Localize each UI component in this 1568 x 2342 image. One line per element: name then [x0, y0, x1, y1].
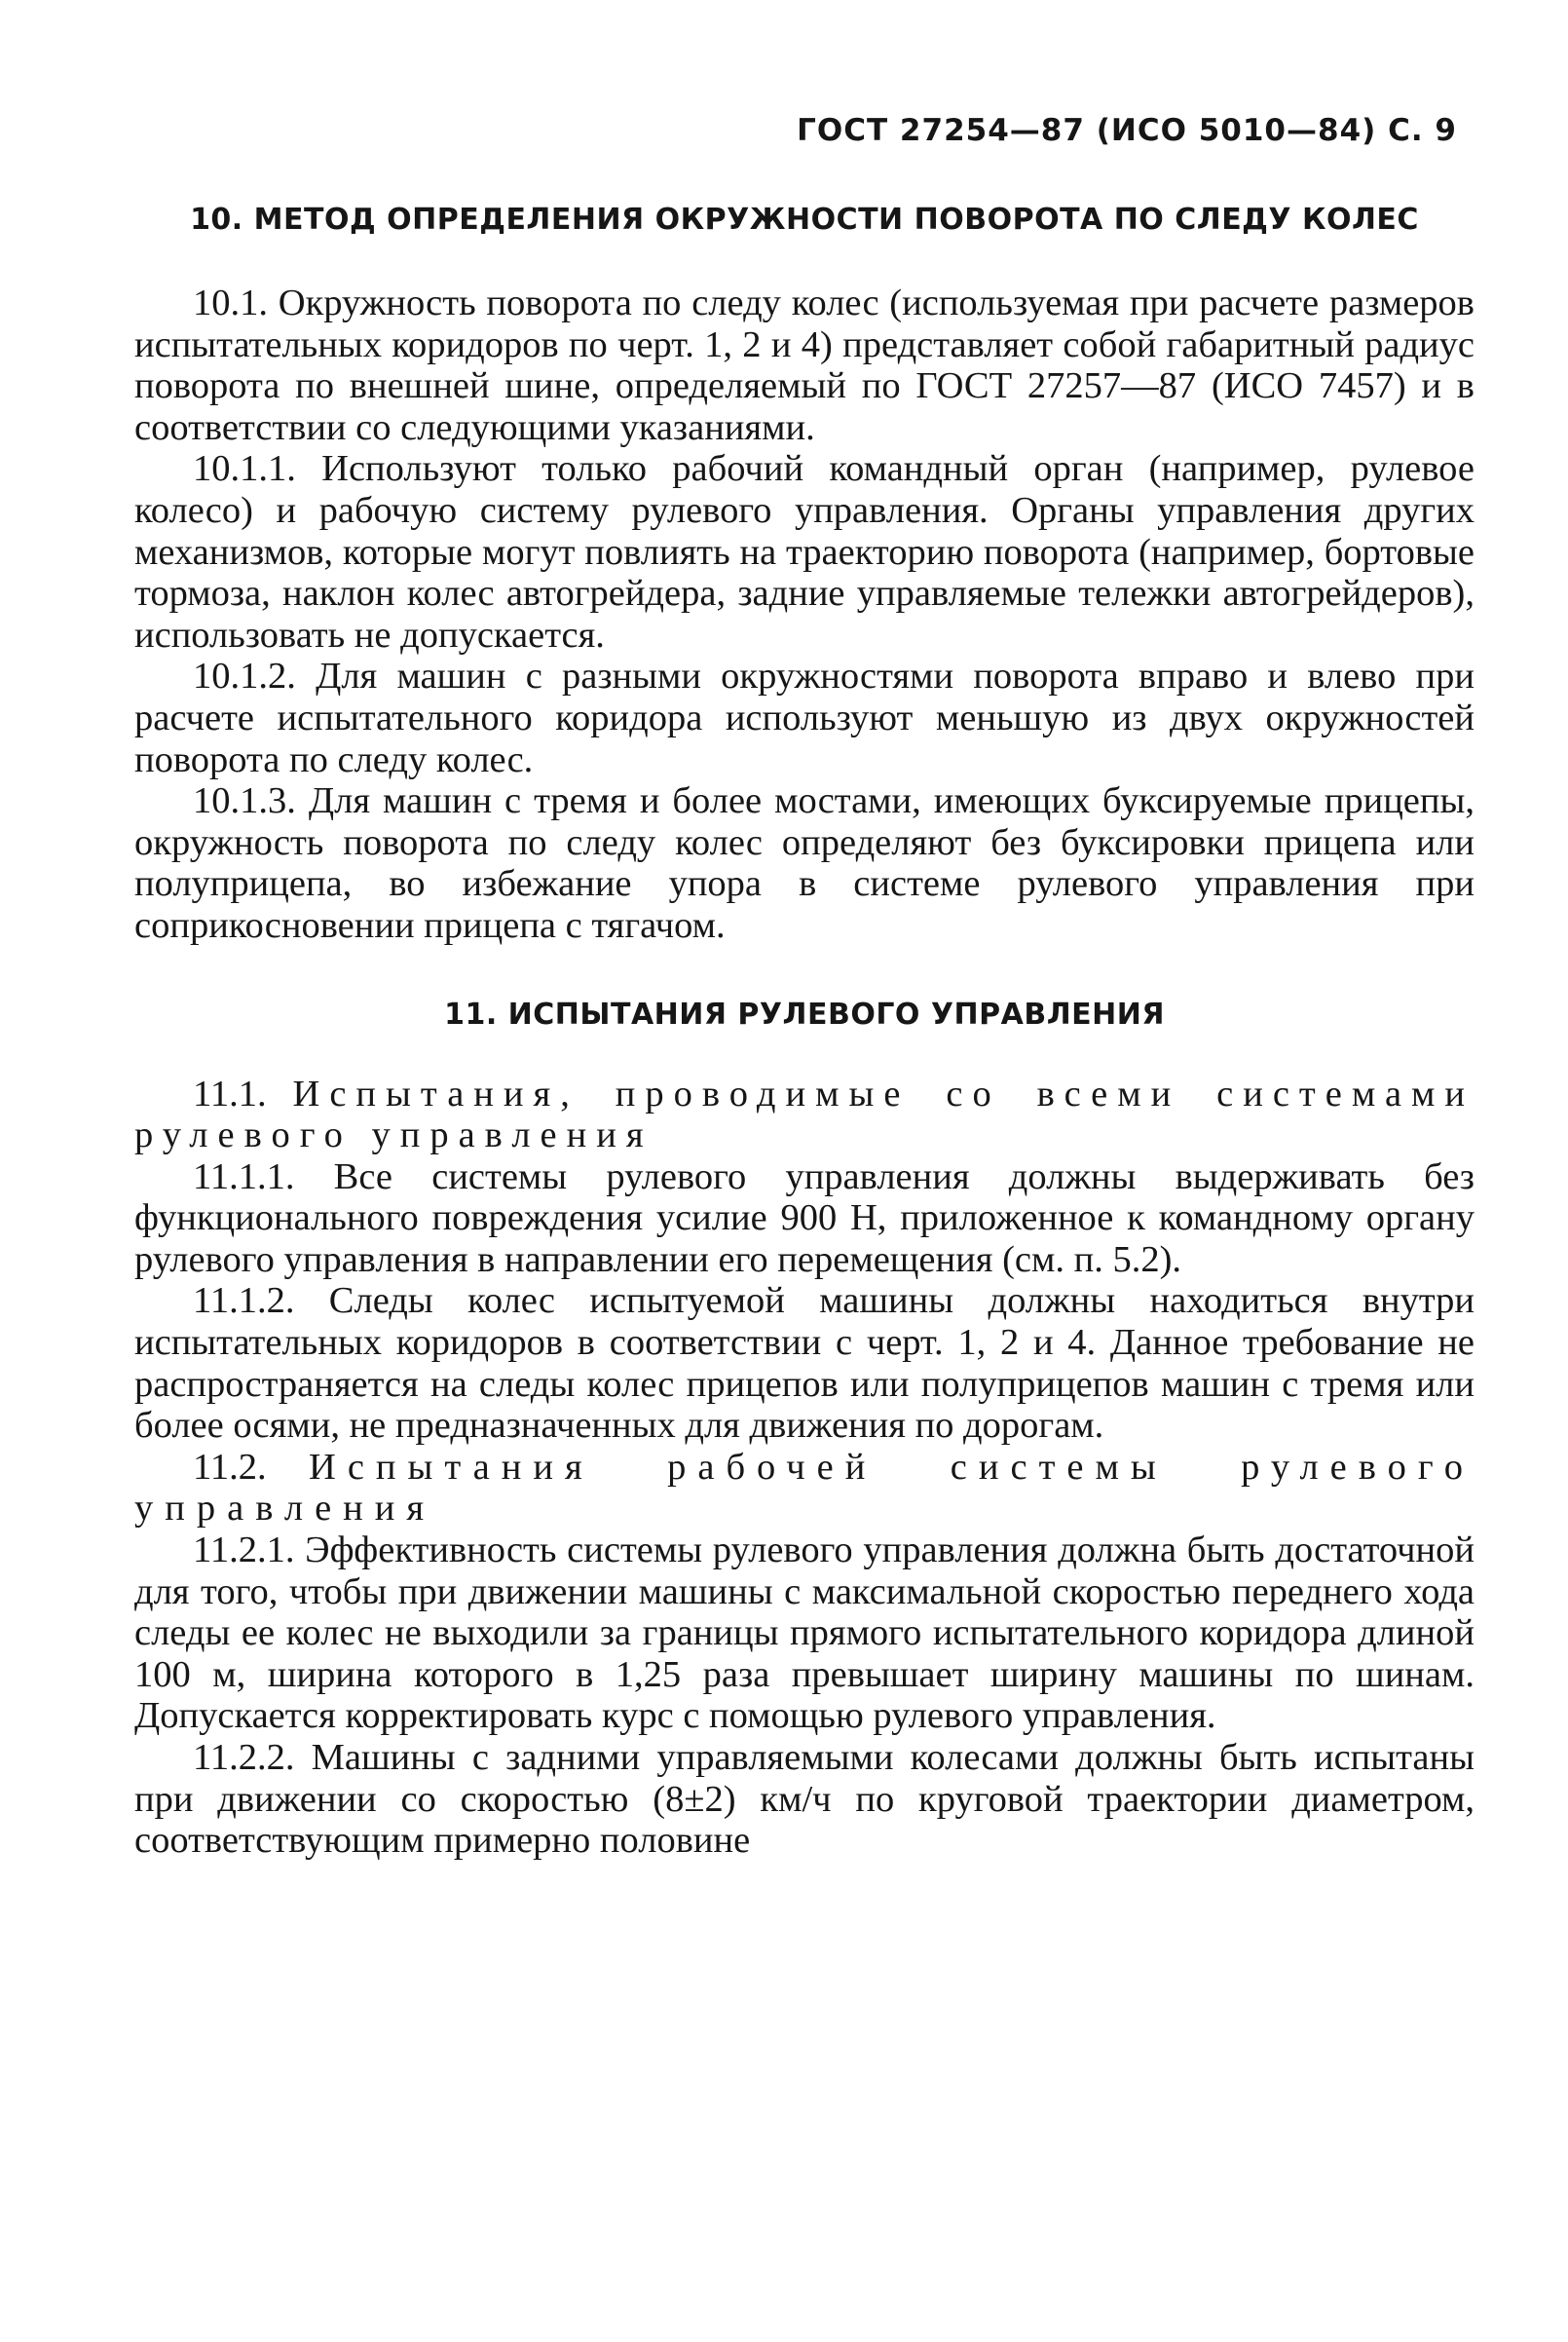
running-head: ГОСТ 27254—87 (ИСО 5010—84) С. 9 [797, 113, 1457, 148]
paragraph-10-1-2: 10.1.2. Для машин с разными окружностями поворота вправо и влево при расчете испытательного коридора используют меньшую из двух окружностей поворота по следу колес. [134, 656, 1475, 780]
paragraph-10-1-1: 10.1.1. Используют только рабочий командный орган (например, рулевое колесо) и рабочую систему рулевого управления. Органы управления других механизмов, которые могут повлиять на траекторию поворота (например, бортовые тормоза, наклон колес автогрейдера, задние управляемые тележки автогрейдеров), использовать не допускается. [134, 448, 1475, 656]
subsection-11-2-text: Испытания рабочей системы рулевого управления [134, 1446, 1475, 1530]
paragraph-11-1-1: 11.1.1. Все системы рулевого управления должны выдерживать без функционального повреждения усилие 900 Н, приложенное к командному органу рулевого управления в направлении его перемещения (см. п. 5.2). [134, 1155, 1475, 1280]
paragraph-11-2-1: 11.2.1. Эффективность системы рулевого управления должна быть достаточной для того, чтобы при движении машины с максимальной скоростью переднего хода следы ее колес не выходили за границы прямого испытательного коридора длиной 100 м, ширина которого в 1,25 раза превышает ширину машины по шинам. Допускается корректировать курс с помощью рулевого управления. [134, 1530, 1475, 1737]
subsection-11-2-number: 11.2. [193, 1446, 267, 1488]
paragraph-10-1-3: 10.1.3. Для машин с тремя и более мостами, имеющих буксируемые прицепы, окружность поворота по следу колес определяют без буксировки прицепа или полуприцепа, во избежание упора в системе рулевого управления при соприкосновении прицепа с тягачом. [134, 780, 1475, 946]
paragraph-11-1-2: 11.1.2. Следы колес испытуемой машины должны находиться внутри испытательных коридоров в соответствии с черт. 1, 2 и 4. Данное требование не распространяется на следы колес прицепов или полуприцепов машин с тремя или более осями, не предназначенных для движения по дорогам. [134, 1280, 1475, 1447]
paragraph-10-1: 10.1. Окружность поворота по следу колес (используемая при расчете размеров испытательных коридоров по черт. 1, 2 и 4) представляет собой габаритный радиус поворота по внешней шине, определяемый по ГОСТ 27257—87 (ИСО 7457) и в соответствии со следующими указаниями. [134, 283, 1475, 448]
subsection-11-1-number: 11.1. [193, 1073, 267, 1114]
subsection-11-1-text: Испытания, проводимые со всеми системами рулевого управления [134, 1073, 1475, 1156]
paragraph-11-2-2: 11.2.2. Машины с задними управляемыми колесами должны быть испытаны при движении со скоростью (8±2) км/ч по круговой траектории диаметром, соответствующим примерно половине [134, 1737, 1475, 1862]
subsection-11-2-heading [134, 1447, 1475, 1530]
section-11-title: 11. ИСПЫТАНИЯ РУЛЕВОГО УПРАВЛЕНИЯ [444, 997, 1165, 1032]
subsection-11-1-heading [134, 1074, 1475, 1156]
section-10-title: 10. МЕТОД ОПРЕДЕЛЕНИЯ ОКРУЖНОСТИ ПОВОРОТА ПО СЛЕДУ КОЛЕС [190, 203, 1419, 237]
